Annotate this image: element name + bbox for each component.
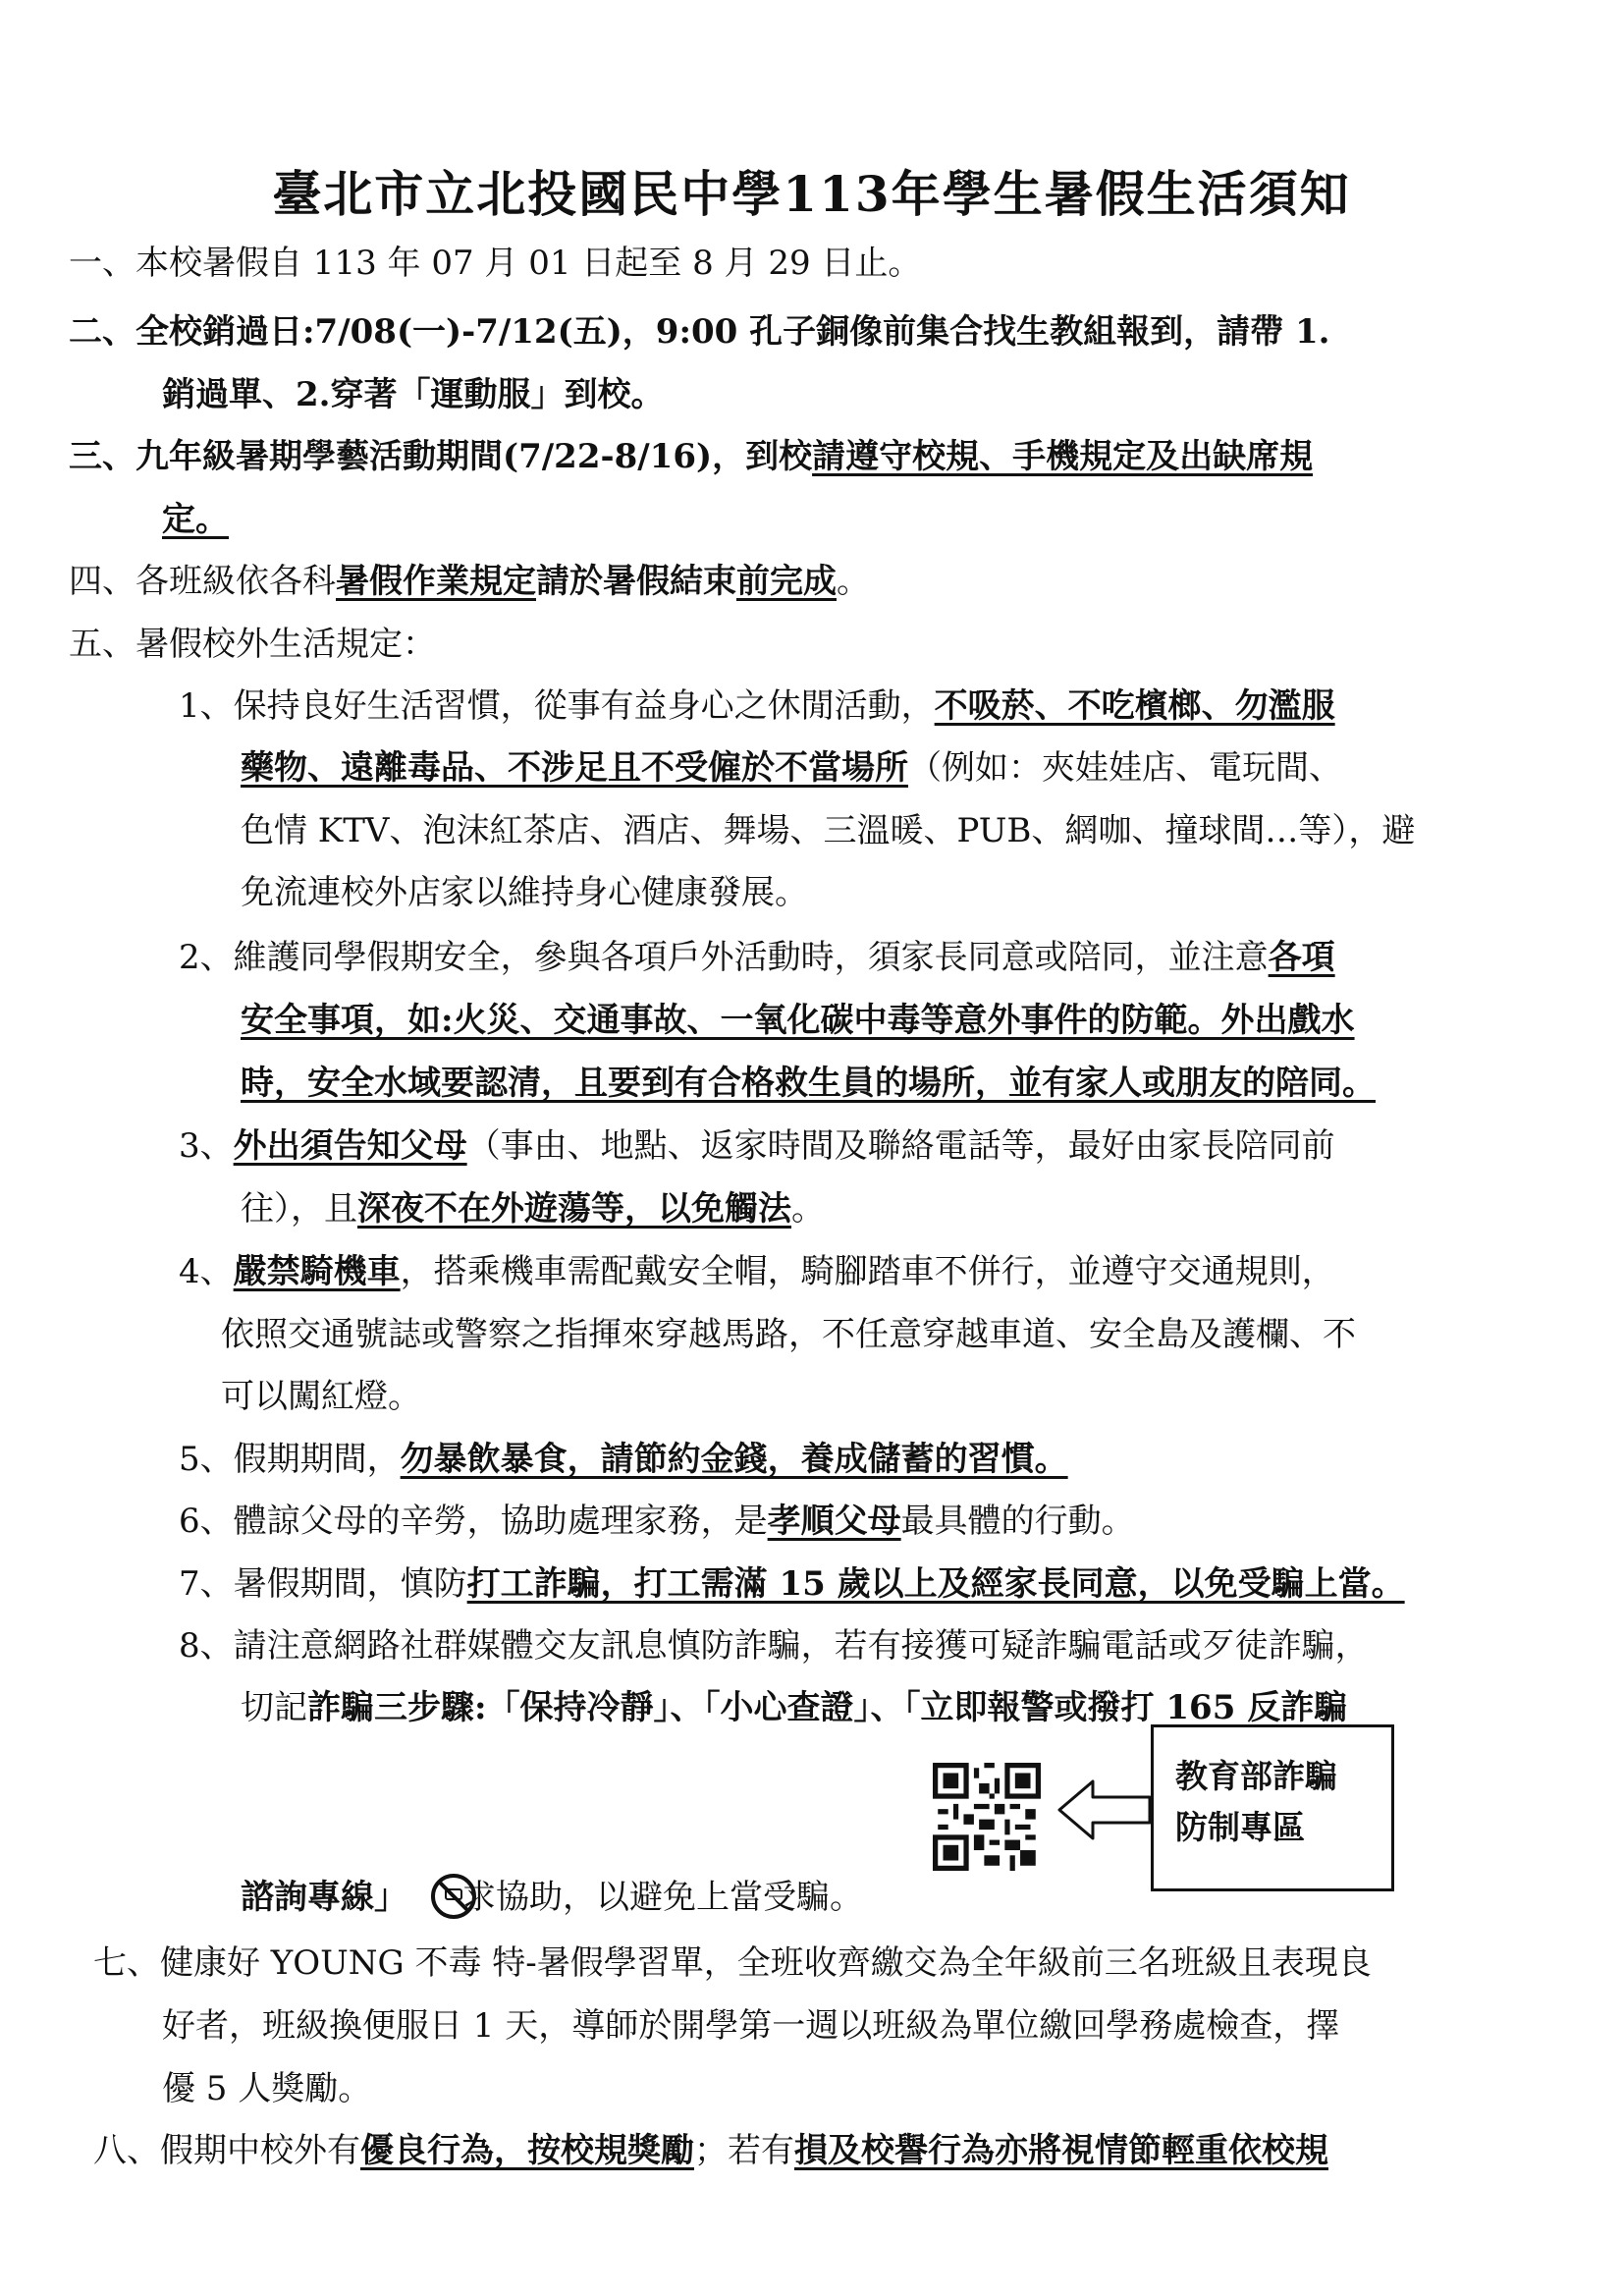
item-1: 一、本校暑假自 113 年 07 月 01 日起至 8 月 29 日止。 bbox=[69, 244, 922, 283]
rule-1-cont-a: 藥物、遠離毒品、不涉足且不受僱於不當場所（例如：夾娃娃店、電玩間、 bbox=[241, 748, 1342, 788]
item-2-cont: 銷過單、2.穿著「運動服」到校。 bbox=[162, 375, 665, 414]
rule-5: 5、假期期間，勿暴飲暴食，請節約金錢，養成儲蓄的習慣。 bbox=[179, 1440, 1068, 1479]
item-5-heading: 五、暑假校外生活規定： bbox=[69, 625, 436, 664]
item-7-cont-b: 優 5 人獎勵。 bbox=[162, 2069, 372, 2108]
rule-1-cont-b: 色情 KTV、泡沫紅茶店、酒店、舞場、三溫暖、PUB、網咖、撞球間…等），避 bbox=[241, 811, 1416, 850]
document-title: 臺北市立北投國民中學113年學生暑假生活須知 bbox=[272, 165, 1351, 223]
item-3: 三、九年級暑期學藝活動期間(7/22-8/16)，到校請遵守校規、手機規定及出缺席規 bbox=[69, 437, 1314, 476]
item-7: 七、健康好 YOUNG 不毒 特-暑假學習單，全班收齊繳交為全年級前三名班級且表現良 bbox=[93, 1943, 1372, 1983]
rule-6: 6、體諒父母的辛勞，協助處理家務，是孝順父母最具體的行動。 bbox=[179, 1502, 1135, 1541]
rule-1: 1、保持良好生活習慣，從事有益身心之休閒活動，不吸菸、不吃檳榔、勿濫服 bbox=[179, 686, 1335, 726]
rule-2-cont-a: 安全事項，如:火災、交通事故、一氧化碳中毒等意外事件的防範。外出戲水 bbox=[241, 1001, 1355, 1040]
item-2: 二、全校銷過日:7/08(一)-7/12(五)，9:00 孔子銅像前集合找生教組報到，請帶 1. bbox=[69, 312, 1330, 352]
callout-line-1: 教育部詐騙 bbox=[1175, 1757, 1337, 1795]
item-7-cont-a: 好者，班級換便服日 1 天，導師於開學第一週以班級為單位繳回學務處檢查，擇 bbox=[162, 2006, 1340, 2046]
rule-4: 4、嚴禁騎機車，搭乘機車需配戴安全帽，騎腳踏車不併行，並遵守交通規則， bbox=[179, 1252, 1335, 1291]
rule-8-cont-b: 諮詢專線」 求協助，以避免上當受騙。 bbox=[241, 1878, 863, 1917]
callout-line-2: 防制專區 bbox=[1175, 1808, 1305, 1846]
rule-4-cont-a: 依照交通號誌或警察之指揮來穿越馬路，不任意穿越車道、安全島及護欄、不 bbox=[221, 1315, 1356, 1354]
item-8: 八、假期中校外有優良行為，按校規獎勵；若有損及校譽行為亦將視情節輕重依校規 bbox=[93, 2131, 1328, 2170]
qr-code-icon bbox=[933, 1763, 1041, 1871]
rule-7: 7、暑假期間，慎防打工詐騙，打工需滿 15 歲以上及經家長同意，以免受騙上當。 bbox=[179, 1564, 1405, 1604]
rule-3-cont: 往），且深夜不在外遊蕩等，以免觸法。 bbox=[241, 1189, 825, 1229]
anti-fraud-callout bbox=[1151, 1724, 1394, 1891]
rule-3: 3、外出須告知父母（事由、地點、返家時間及聯絡電話等，最好由家長陪同前 bbox=[179, 1126, 1335, 1166]
rule-8: 8、請注意網路社群媒體交友訊息慎防詐騙，若有接獲可疑詐騙電話或歹徒詐騙， bbox=[179, 1626, 1369, 1666]
item-3-cont: 定。 bbox=[162, 500, 229, 539]
rule-1-cont-c: 免流連校外店家以維持身心健康發展。 bbox=[241, 873, 808, 912]
rule-8-cont-a: 切記詐騙三步驟:「保持冷靜」、「小心查證」、「立即報警或撥打 165 反詐騙 bbox=[241, 1688, 1348, 1727]
rule-2: 2、維護同學假期安全，參與各項戶外活動時，須家長同意或陪同，並注意各項 bbox=[179, 938, 1335, 977]
no-drugs-stamp-icon bbox=[429, 1872, 478, 1921]
rule-2-cont-b: 時，安全水域要認清，且要到有合格救生員的場所，並有家人或朋友的陪同。 bbox=[241, 1064, 1376, 1103]
left-arrow-icon bbox=[1055, 1776, 1154, 1844]
rule-4-cont-b: 可以闖紅燈。 bbox=[221, 1377, 421, 1416]
item-4: 四、各班級依各科暑假作業規定請於暑假結束前完成。 bbox=[69, 562, 870, 601]
